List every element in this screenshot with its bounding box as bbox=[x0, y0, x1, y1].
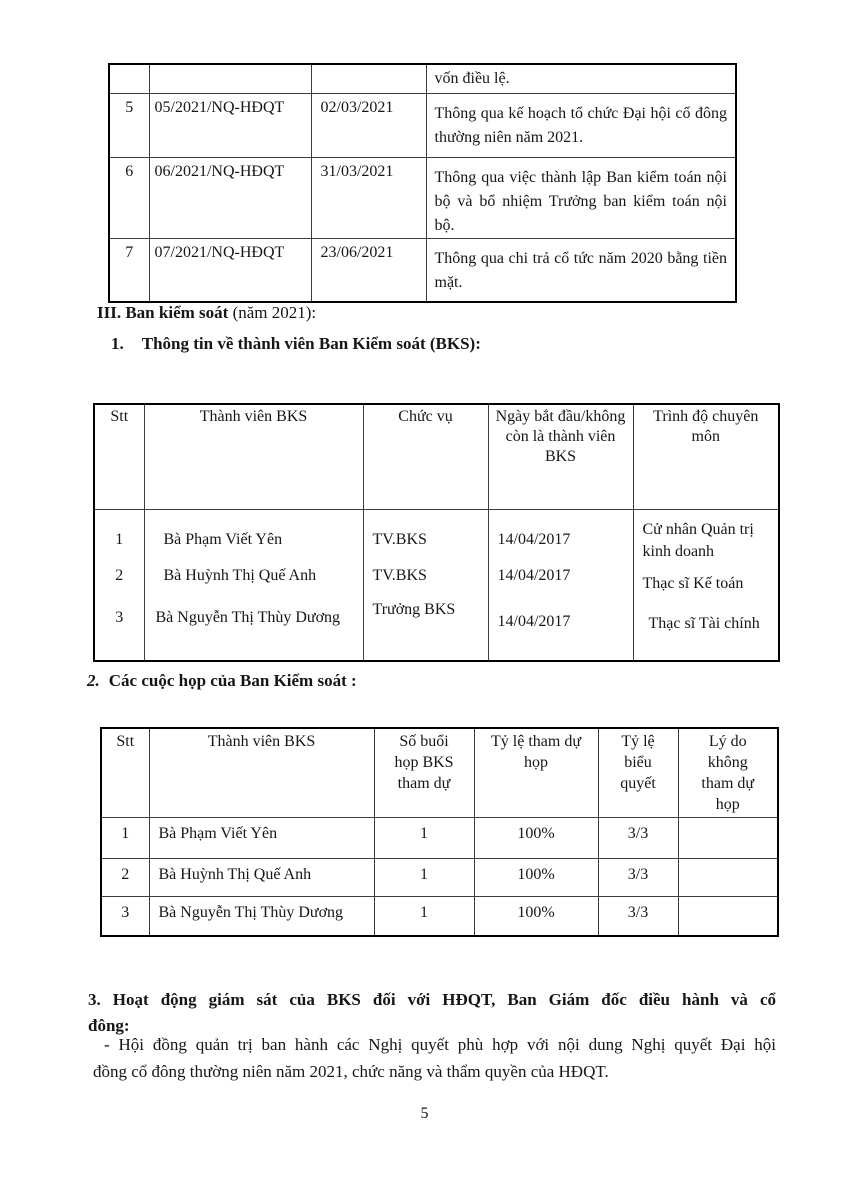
member-name-cell: Bà Huỳnh Thị Quế Anh bbox=[149, 859, 374, 897]
resolution-number-cell: 07/2021/NQ-HĐQT bbox=[149, 239, 311, 303]
table-row bbox=[109, 64, 736, 94]
stt-cell: 5 bbox=[109, 94, 149, 158]
table-body-row bbox=[94, 510, 779, 662]
subsection-2-heading bbox=[87, 671, 357, 691]
header-stt: Stt bbox=[101, 728, 149, 818]
stt-cell: 1 bbox=[101, 818, 149, 859]
table-header-row bbox=[101, 728, 778, 818]
reason-cell bbox=[678, 897, 778, 937]
header-position: Chức vụ bbox=[363, 404, 488, 510]
member-start-date: 14/04/2017 bbox=[497, 531, 571, 548]
subsection-3-text: Hoạt động giám sát của BKS đối với HĐQT, Ban Giám đốc điều hành và cổ bbox=[112, 990, 776, 1009]
sessions-cell: 1 bbox=[374, 897, 474, 937]
bks-meetings-table bbox=[100, 727, 779, 937]
subsection-1-heading bbox=[111, 334, 481, 354]
subsection-3-line1 bbox=[88, 987, 776, 1013]
member-index: 2 bbox=[115, 567, 124, 584]
stt-cell: 2 bbox=[101, 859, 149, 897]
resolution-number-cell: 05/2021/NQ-HĐQT bbox=[149, 94, 311, 158]
section-iii-title: III. Ban kiểm soát bbox=[97, 303, 229, 322]
member-start-date: 14/04/2017 bbox=[497, 567, 571, 584]
resolution-number-cell: 06/2021/NQ-HĐQT bbox=[149, 158, 311, 239]
member-qualification: Thạc sĩ Tài chính bbox=[648, 615, 760, 632]
bks-members-table bbox=[93, 403, 780, 662]
content-cell: Thông qua việc thành lập Ban kiểm toán nội bộ và bổ nhiệm Trưởng ban kiểm toán nội bộ. bbox=[426, 158, 736, 239]
date-cell: 02/03/2021 bbox=[311, 94, 426, 158]
header-member: Thành viên BKS bbox=[144, 404, 363, 510]
stt-cell: 3 bbox=[101, 897, 149, 937]
date-cell: 31/03/2021 bbox=[311, 158, 426, 239]
vote-cell: 3/3 bbox=[598, 897, 678, 937]
body-paragraph bbox=[88, 1031, 776, 1085]
header-stt: Stt bbox=[94, 404, 144, 510]
resolution-number-cell bbox=[149, 64, 311, 94]
stt-cell bbox=[94, 510, 144, 662]
vote-cell: 3/3 bbox=[598, 818, 678, 859]
header-start-date: Ngày bắt đầu/không còn là thành viên BKS bbox=[488, 404, 633, 510]
member-position: TV.BKS bbox=[372, 567, 427, 584]
table-row bbox=[109, 239, 736, 303]
table-header-row bbox=[94, 404, 779, 510]
paragraph-line2: đồng cổ đông thường niên năm 2021, chức năng và thẩm quyền của HĐQT. bbox=[93, 1062, 609, 1081]
reason-cell bbox=[678, 859, 778, 897]
header-sessions: Số buổi họp BKS tham dự bbox=[374, 728, 474, 818]
subsection-1-number: 1. bbox=[111, 334, 124, 353]
header-attendance-rate: Tỷ lệ tham dự họp bbox=[474, 728, 598, 818]
resolutions-table bbox=[108, 63, 737, 303]
member-name: Bà Huỳnh Thị Quế Anh bbox=[163, 567, 317, 584]
member-name-cell: Bà Phạm Viết Yên bbox=[149, 818, 374, 859]
section-iii-year: (năm 2021): bbox=[232, 303, 317, 322]
content-cell: Thông qua kế hoạch tổ chức Đại hội cổ đông thường niên năm 2021. bbox=[426, 94, 736, 158]
stt-cell: 6 bbox=[109, 158, 149, 239]
header-qualification: Trình độ chuyên môn bbox=[633, 404, 779, 510]
member-position-cell bbox=[363, 510, 488, 662]
member-name: Bà Phạm Viết Yên bbox=[163, 531, 283, 548]
member-position: Trưởng BKS bbox=[372, 601, 456, 618]
subsection-1-title: Thông tin về thành viên Ban Kiểm soát (BKS): bbox=[141, 334, 481, 353]
member-start-date: 14/04/2017 bbox=[497, 613, 571, 630]
member-index: 3 bbox=[115, 609, 124, 626]
subsection-3-line2: đông: bbox=[88, 1016, 130, 1035]
table-row bbox=[101, 818, 778, 859]
paragraph-line1: - Hội đồng quản trị ban hành các Nghị quyết phù hợp với nội dung Nghị quyết Đại hội bbox=[104, 1035, 776, 1054]
subsection-2-title: Các cuộc họp của Ban Kiểm soát : bbox=[108, 671, 357, 690]
table-row bbox=[109, 158, 736, 239]
page-number: 5 bbox=[420, 1105, 429, 1122]
member-name-cell bbox=[144, 510, 363, 662]
member-position: TV.BKS bbox=[372, 531, 427, 548]
table-row bbox=[101, 897, 778, 937]
attendance-cell: 100% bbox=[474, 897, 598, 937]
sessions-cell: 1 bbox=[374, 859, 474, 897]
date-cell bbox=[311, 64, 426, 94]
vote-cell: 3/3 bbox=[598, 859, 678, 897]
header-vote-rate: Tỷ lệ biểu quyết bbox=[598, 728, 678, 818]
stt-cell bbox=[109, 64, 149, 94]
subsection-2-number: 2. bbox=[87, 671, 100, 690]
date-cell: 23/06/2021 bbox=[311, 239, 426, 303]
header-absence-reason: Lý do không tham dự họp bbox=[678, 728, 778, 818]
stt-cell: 7 bbox=[109, 239, 149, 303]
attendance-cell: 100% bbox=[474, 818, 598, 859]
table-row bbox=[101, 859, 778, 897]
header-member: Thành viên BKS bbox=[149, 728, 374, 818]
reason-cell bbox=[678, 818, 778, 859]
content-cell: Thông qua chi trả cổ tức năm 2020 bằng tiền mặt. bbox=[426, 239, 736, 303]
section-iii-heading bbox=[97, 303, 316, 323]
sessions-cell: 1 bbox=[374, 818, 474, 859]
member-qualification-cell bbox=[633, 510, 779, 662]
member-index: 1 bbox=[115, 531, 124, 548]
subsection-3-number: 3. bbox=[88, 990, 101, 1009]
member-qualification: Thạc sĩ Kế toán bbox=[642, 575, 744, 592]
attendance-cell: 100% bbox=[474, 859, 598, 897]
member-date-cell bbox=[488, 510, 633, 662]
member-qualification: Cử nhân Quản trị kinh doanh bbox=[642, 521, 754, 560]
member-name-cell: Bà Nguyễn Thị Thùy Dương bbox=[149, 897, 374, 937]
content-cell: vốn điều lệ. bbox=[426, 64, 736, 94]
member-name: Bà Nguyễn Thị Thùy Dương bbox=[155, 609, 341, 626]
table-row bbox=[109, 94, 736, 158]
